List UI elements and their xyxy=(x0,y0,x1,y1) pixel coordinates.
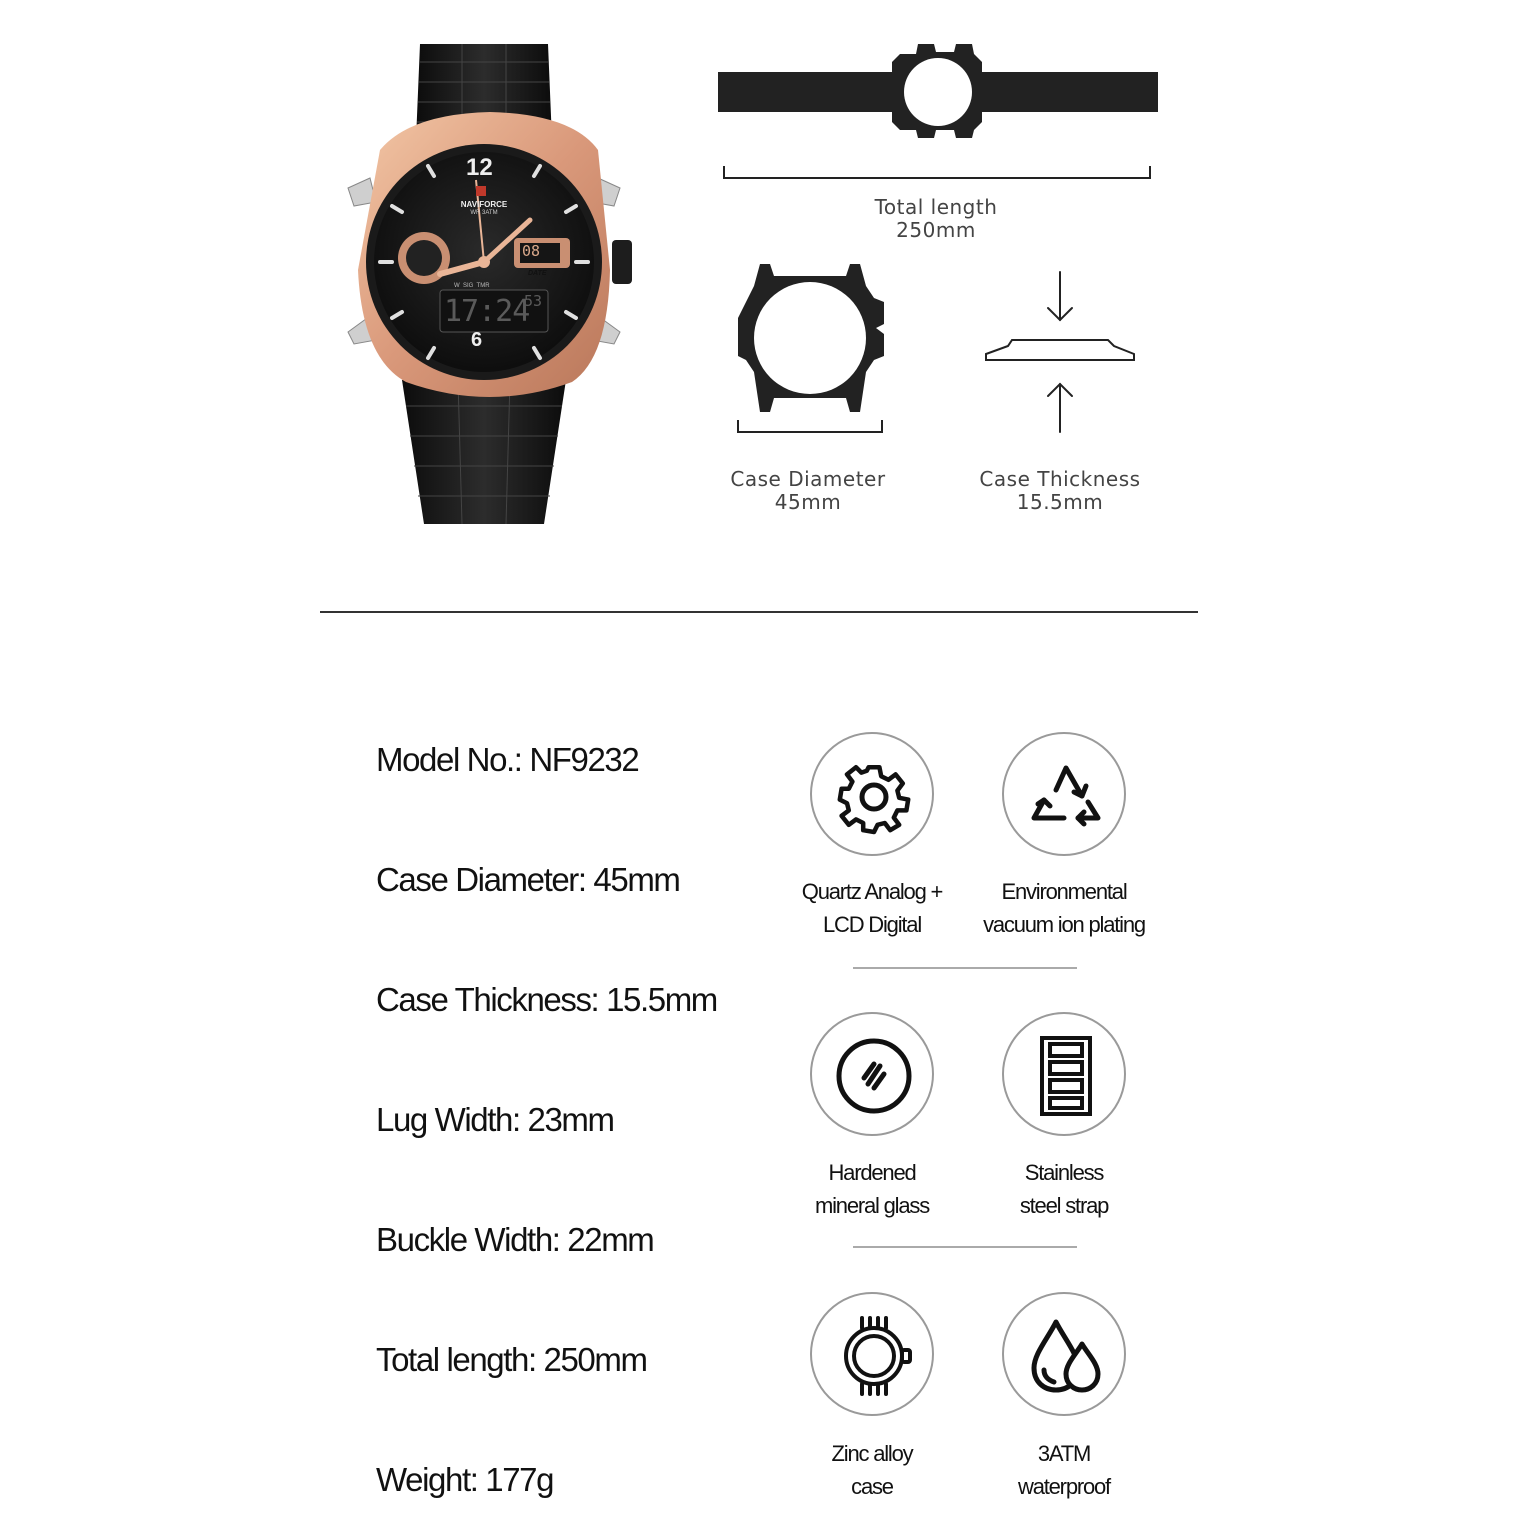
section-divider xyxy=(320,611,1198,613)
feature-case-line1: Zinc alloy xyxy=(831,1441,913,1466)
watch-wr-label: WR 3ATM xyxy=(470,210,498,216)
spec-lug-width: Lug Width: 23mm xyxy=(376,1101,614,1138)
feature-waterproof-line1: 3ATM xyxy=(1037,1441,1091,1466)
feature-case xyxy=(810,1292,934,1416)
watch-brand: NAVIFORCE xyxy=(460,200,508,209)
feature-glass xyxy=(810,1012,934,1136)
feature-strap-label xyxy=(954,1156,1174,1222)
feature-strap-line1: Stainless xyxy=(1024,1160,1104,1185)
feature-strap xyxy=(1002,1012,1126,1136)
total-length-title: Total length xyxy=(874,195,998,219)
glass-icon xyxy=(834,1036,914,1116)
case-diameter-diagram xyxy=(734,262,886,436)
feature-quartz-line2: LCD Digital xyxy=(822,912,922,937)
spec-weight: Weight: 177g xyxy=(376,1461,554,1498)
feature-strap-line2: steel strap xyxy=(1019,1193,1109,1218)
watch-case-icon xyxy=(834,1316,914,1396)
feature-glass-line1: Hardened xyxy=(828,1160,916,1185)
case-diameter-label xyxy=(708,468,908,514)
feature-glass-label xyxy=(762,1156,982,1222)
case-thickness-value: 15.5mm xyxy=(1016,490,1104,514)
watch-lcd-top: 08 xyxy=(522,242,541,260)
case-thickness-diagram xyxy=(980,270,1140,436)
water-drop-icon xyxy=(1026,1316,1106,1396)
feature-quartz-label xyxy=(762,875,982,941)
total-length-value: 250mm xyxy=(896,218,976,242)
watch-date-label: DATE xyxy=(528,270,547,277)
watch-lcd-seconds: 53 xyxy=(524,292,543,310)
feature-divider-2 xyxy=(853,1246,1077,1248)
case-diameter-title: Case Diameter xyxy=(730,467,886,491)
spec-case-thickness: Case Thickness: 15.5mm xyxy=(376,981,717,1018)
feature-glass-line2: mineral glass xyxy=(814,1193,929,1218)
feature-plating xyxy=(1002,732,1126,856)
watch-numeral-12: 12 xyxy=(466,154,493,181)
total-length-diagram xyxy=(716,40,1160,180)
feature-plating-label xyxy=(954,875,1174,941)
watch-lcd-time: 17:24 xyxy=(444,294,530,329)
feature-quartz-line1: Quartz Analog + xyxy=(801,879,943,904)
feature-plating-line1: Environmental xyxy=(1001,879,1127,904)
watch-photo xyxy=(340,40,640,526)
case-thickness-title: Case Thickness xyxy=(979,467,1141,491)
strap-icon xyxy=(1026,1036,1106,1116)
feature-waterproof-line2: waterproof xyxy=(1018,1474,1110,1499)
feature-divider-1 xyxy=(853,967,1077,969)
watch-numeral-6: 6 xyxy=(471,329,483,351)
feature-waterproof-label xyxy=(954,1437,1174,1503)
spec-model: Model No.: NF9232 xyxy=(376,741,639,778)
watch-sub-labels: W SIG TMR xyxy=(454,283,490,289)
case-thickness-label xyxy=(960,468,1160,514)
feature-waterproof xyxy=(1002,1292,1126,1416)
spec-total-length: Total length: 250mm xyxy=(376,1341,647,1378)
feature-plating-line2: vacuum ion plating xyxy=(983,912,1145,937)
gear-icon xyxy=(834,756,914,836)
spec-buckle-width: Buckle Width: 22mm xyxy=(376,1221,654,1258)
case-diameter-value: 45mm xyxy=(774,490,842,514)
recycle-icon xyxy=(1026,756,1106,836)
feature-case-line2: case xyxy=(851,1474,893,1499)
spec-case-diameter: Case Diameter: 45mm xyxy=(376,861,680,898)
feature-case-label xyxy=(762,1437,982,1503)
feature-quartz xyxy=(810,732,934,856)
total-length-label xyxy=(836,196,1036,242)
